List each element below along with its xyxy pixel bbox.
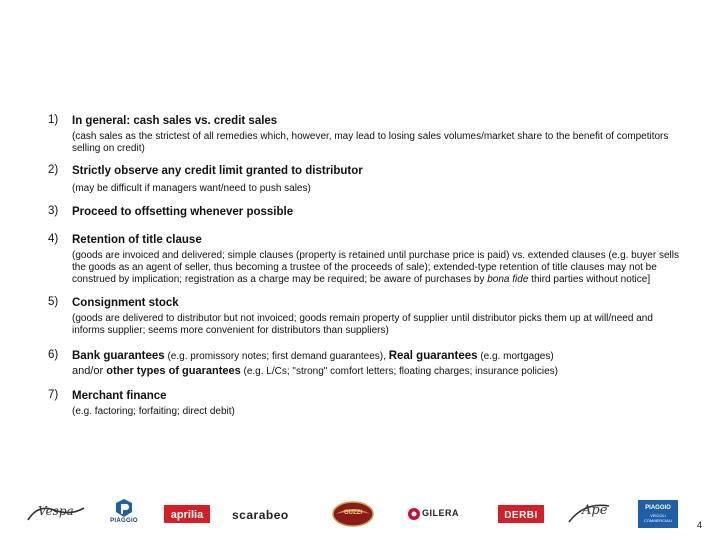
ape-logo xyxy=(566,500,612,526)
item-number: 2) xyxy=(48,164,59,176)
aprilia-logo xyxy=(164,505,210,523)
title-bank-guarantees: Bank guarantees xyxy=(72,350,165,362)
list-item xyxy=(48,114,688,155)
scarabeo-logo xyxy=(232,506,304,522)
list-item xyxy=(48,233,688,286)
desc-italic: bona fide xyxy=(487,274,529,285)
moto-guzzi-logo xyxy=(332,501,374,527)
piaggio-vc-logo xyxy=(638,500,678,528)
and-or-text: and/or xyxy=(72,365,107,377)
item-title: Merchant finance xyxy=(72,390,167,402)
item-title xyxy=(72,349,688,364)
item-number: 5) xyxy=(48,296,59,308)
list-item xyxy=(48,205,688,220)
list-item xyxy=(48,296,688,337)
item-title: Proceed to offsetting whenever possible xyxy=(72,206,294,218)
piaggio-vc-logo-text: PIAGGIO xyxy=(645,505,671,511)
item-number: 6) xyxy=(48,349,59,361)
note-real-guarantees: (e.g. mortgages) xyxy=(477,351,554,362)
brand-logos-strip xyxy=(0,496,720,536)
item-number: 3) xyxy=(48,205,59,217)
gilera-logo xyxy=(408,506,472,522)
piaggio-logo xyxy=(104,498,144,532)
list-item xyxy=(48,389,688,418)
item-title: Consignment stock xyxy=(72,297,179,309)
item-number: 1) xyxy=(48,114,59,126)
page-number: 4 xyxy=(696,520,702,530)
item-description xyxy=(72,250,688,286)
vespa-logo xyxy=(24,500,88,526)
title-real-guarantees: Real guarantees xyxy=(388,350,478,362)
moto-guzzi-logo-text: GUZZI xyxy=(344,510,362,516)
note-other-guarantees: (e.g. L/Cs; "strong" comfort letters; floating charges; insurance policies) xyxy=(240,366,558,377)
derbi-logo-text: DERBI xyxy=(504,510,538,521)
item-number: 7) xyxy=(48,389,59,401)
ape-logo-text: Ape xyxy=(582,503,608,518)
item-number: 4) xyxy=(48,233,59,245)
title-other-guarantees: other types of guarantees xyxy=(106,365,241,377)
item-description: (cash sales as the strictest of all remedies which, however, may lead to losing sales volumes/market share to the benefit of competitors selling on credit) xyxy=(72,131,669,154)
vespa-logo-text: Vespa xyxy=(38,504,74,518)
list-item xyxy=(48,164,688,195)
item-description: (goods are delivered to distributor but not invoiced; goods remain property of supplier until distributor picks them up at will/need and informs supplier; seems more convenient for distributors than suppliers) xyxy=(72,313,653,336)
remedies-list xyxy=(48,114,688,418)
item-title: Retention of title clause xyxy=(72,234,202,246)
desc-part-b: third parties without notice] xyxy=(528,274,651,285)
list-item xyxy=(48,349,688,379)
piaggio-vc-logo-subtext: VEICOLI COMMERCIALI xyxy=(643,513,673,523)
item-description: (may be difficult if managers want/need to push sales) xyxy=(72,183,311,194)
aprilia-logo-text: aprilia xyxy=(170,509,204,521)
gilera-logo-text: GILERA xyxy=(422,508,460,518)
piaggio-logo-text: PIAGGIO xyxy=(110,518,138,524)
scarabeo-logo-text: scarabeo xyxy=(232,508,289,522)
item-title-line2 xyxy=(72,364,688,379)
item-description: (e.g. factoring; forfaiting; direct debit) xyxy=(72,406,235,417)
derbi-logo xyxy=(498,505,544,523)
desc-part-a: (goods are invoiced and delivered; simple clauses (property is retained until purchase price is paid) vs. extended clauses (e.g. buyer sells the goods as an agent of seller, thus becoming a trustee of the proceeds of sale); extended-type retention of title clauses may not be construed by implication; registration as a charge may be required; be aware of purchases by xyxy=(72,250,679,285)
item-title: Strictly observe any credit limit granted to distributor xyxy=(72,165,363,177)
item-title: In general: cash sales vs. credit sales xyxy=(72,115,278,127)
note-bank-guarantees: (e.g. promissory notes; first demand guarantees), xyxy=(164,351,389,362)
